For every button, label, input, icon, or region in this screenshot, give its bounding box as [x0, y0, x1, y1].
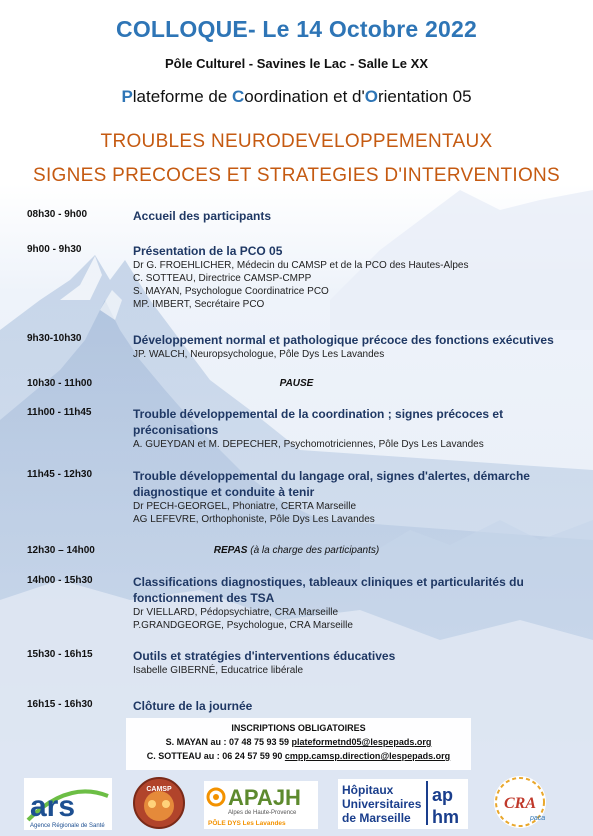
platform-text-3: rientation 05 — [377, 87, 472, 106]
camsp-logo-icon — [132, 776, 186, 830]
session-speaker: Dr PECH-GEORGEL, Phoniatre, CERTA Marseille — [133, 501, 357, 512]
contact-1-email-link[interactable]: plateformetnd05@lespepads.org — [291, 737, 432, 747]
lunch-label — [0, 545, 593, 556]
session-speaker: Dr VIELLARD, Pédopsychiatre, CRA Marseille — [133, 607, 339, 618]
contact-1-phone: S. MAYAN au : 07 48 75 93 59 — [165, 737, 292, 747]
theme-title-line1: TROUBLES NEURODEVELOPPEMENTAUX — [100, 131, 493, 152]
slot-time: 15h30 - 16h15 — [27, 649, 93, 660]
slot-content — [133, 468, 573, 526]
ars-mark: ars — [30, 790, 76, 823]
event-venue: Pôle Culturel - Savines le Lac - Salle Le XX — [165, 56, 428, 71]
slot-time: 16h15 - 16h30 — [27, 699, 93, 710]
slot-content — [133, 406, 573, 451]
session-title: Présentation de la PCO 05 — [133, 244, 283, 258]
session-title: Clôture de la journée — [133, 699, 253, 713]
theme-title-line2: SIGNES PRECOCES ET STRATEGIES D'INTERVENTIONS — [32, 165, 561, 186]
camsp-logo — [132, 776, 186, 830]
session-speaker: Isabelle GIBERNÉ, Educatrice libérale — [133, 665, 304, 676]
session-speaker: JP. WALCH, Neuropsychologue, Pôle Dys Les Lavandes — [133, 349, 385, 360]
registration-heading: INSCRIPTIONS OBLIGATOIRES — [231, 723, 366, 733]
apajh-caption: PÔLE DYS Les Lavandes — [208, 820, 286, 827]
ars-logo — [24, 778, 112, 830]
aphm-line1: Hôpitaux — [342, 783, 394, 797]
slot-content — [133, 243, 573, 311]
session-title: Trouble développemental de la coordination ; signes précoces et préconisations — [133, 407, 504, 437]
lunch-note: (à la charge des participants) — [247, 545, 380, 556]
slot-time: 9h00 - 9h30 — [27, 244, 82, 255]
ars-caption: Agence Régionale de Santé — [30, 823, 105, 829]
apajh-mark: APAJH — [228, 785, 301, 810]
slot-time: 12h30 – 14h00 — [27, 545, 95, 556]
cra-subtitle: paca — [530, 815, 546, 822]
slot-content — [133, 698, 573, 714]
slot-time: 08h30 - 9h00 — [27, 209, 88, 220]
session-title: Outils et stratégies d'interventions éducatives — [133, 649, 396, 663]
ars-logo-icon — [24, 778, 112, 830]
session-speaker: MP. IMBERT, Secrétaire PCO — [133, 299, 265, 310]
session-title: Classifications diagnostiques, tableaux cliniques et particularités du fonctionnement des TSA — [133, 575, 524, 605]
session-speaker: C. SOTTEAU, Directrice CAMSP-CMPP — [133, 273, 312, 284]
platform-initial-p: P — [121, 87, 133, 106]
session-speaker: S. MAYAN, Psychologue Coordinatrice PCO — [133, 286, 329, 297]
slot-time: 14h00 - 15h30 — [27, 575, 93, 586]
session-speaker: Dr G. FROEHLICHER, Médecin du CAMSP et de la PCO des Hautes-Alpes — [133, 260, 469, 271]
slot-content — [133, 332, 573, 361]
slot-time: 11h00 - 11h45 — [27, 407, 92, 418]
aphm-mark-top: ap — [432, 785, 454, 805]
registration-box — [126, 718, 471, 770]
registration-contact-1 — [126, 737, 471, 747]
slot-time: 11h45 - 12h30 — [27, 469, 93, 480]
registration-contact-2 — [126, 751, 471, 761]
aphm-logo-icon — [338, 779, 468, 829]
slot-time: 9h30-10h30 — [27, 333, 82, 344]
session-speaker: P.GRANDGEORGE, Psychologue, CRA Marseille — [133, 620, 353, 631]
event-title: COLLOQUE- Le 14 Octobre 2022 — [116, 16, 477, 42]
slot-content — [133, 648, 573, 677]
cra-logo-icon — [490, 774, 550, 830]
aphm-mark-bottom: hm — [432, 807, 459, 827]
session-title: Trouble développemental du langage oral, signes d'alertes, démarche diagnostique et conduite à tenir — [133, 469, 530, 499]
lunch-title: REPAS — [213, 545, 248, 556]
platform-text-1: lateforme de — [132, 87, 233, 106]
aphm-line2: Universitaires — [342, 797, 422, 811]
platform-initial-o: O — [364, 87, 378, 106]
apajh-logo-icon — [204, 781, 318, 829]
session-speaker: A. GUEYDAN et M. DEPECHER, Psychomotriciennes, Pôle Dys Les Lavandes — [133, 439, 484, 450]
cra-mark: CRA — [503, 795, 537, 812]
session-title: Développement normal et pathologique précoce des fonctions exécutives — [133, 333, 554, 347]
cra-logo — [490, 774, 550, 830]
apajh-subtitle: Alpes de Haute-Provence — [228, 810, 297, 816]
contact-2-phone: C. SOTTEAU au : 06 24 57 59 90 — [146, 751, 285, 761]
slot-content — [133, 208, 573, 224]
session-title: Accueil des participants — [133, 209, 272, 223]
platform-name — [0, 87, 593, 107]
slot-content — [133, 574, 573, 632]
break-label: PAUSE — [279, 378, 314, 389]
slot-time: 10h30 - 11h00 — [27, 378, 93, 389]
platform-initial-c: C — [232, 87, 245, 106]
aphm-logo — [338, 779, 468, 829]
platform-text-2: oordination et d' — [244, 87, 365, 106]
contact-2-email-link[interactable]: cmpp.camsp.direction@lespepads.org — [284, 751, 451, 761]
apajh-logo — [204, 781, 318, 829]
aphm-line3: de Marseille — [342, 811, 411, 825]
session-speaker: AG LEFEVRE, Orthophoniste, Pôle Dys Les Lavandes — [133, 514, 375, 525]
camsp-mark: CAMSP — [146, 786, 172, 793]
